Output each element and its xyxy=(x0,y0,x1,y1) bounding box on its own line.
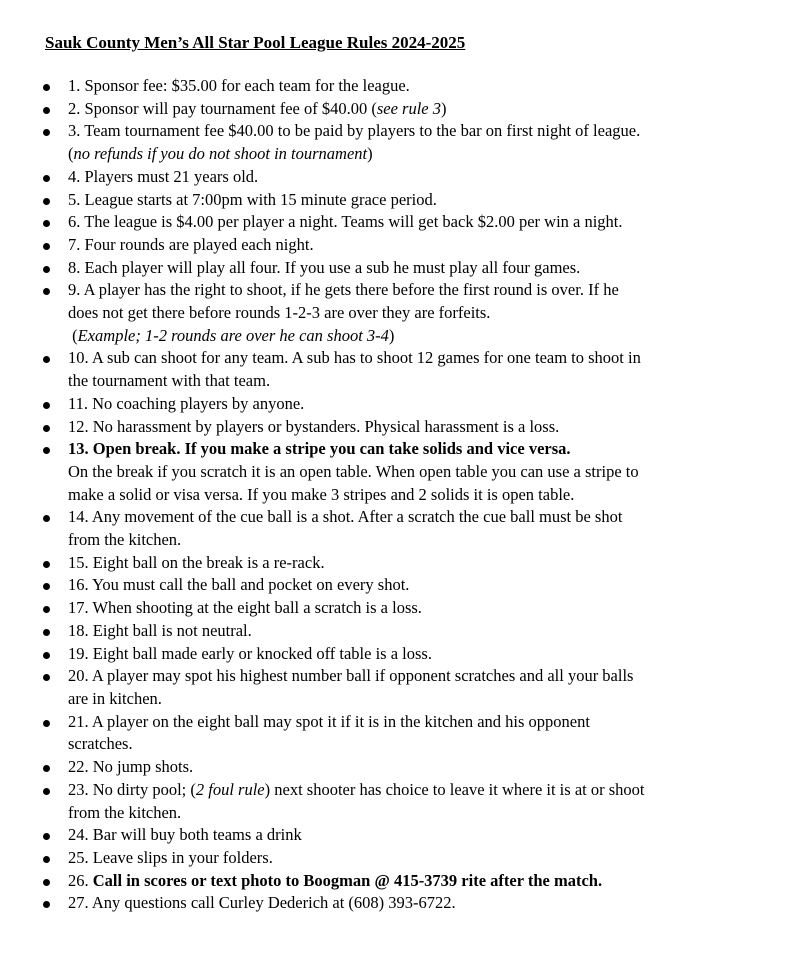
rule-7 xyxy=(0,234,795,257)
rule-line: 14. Any movement of the cue ball is a shot. After a scratch the cue ball must be shot xyxy=(68,507,623,527)
bullet-icon xyxy=(43,583,50,590)
rule-line: 19. Eight ball made early or knocked off table is a loss. xyxy=(68,643,432,663)
rule-line: 18. Eight ball is not neutral. xyxy=(68,620,252,640)
rule-line: 23. No dirty pool; (2 foul rule) next shooter has choice to leave it where it is at or shoot xyxy=(68,779,645,799)
rule-line: 26. Call in scores or text photo to Boogman @ 415-3739 rite after the match. xyxy=(68,870,603,890)
bullet-icon xyxy=(43,606,50,613)
rule-line: 27. Any questions call Curley Dederich at (608) 393-6722. xyxy=(68,893,456,913)
bullet-icon xyxy=(43,84,50,91)
rule-13 xyxy=(0,438,795,506)
bullet-icon xyxy=(43,515,50,522)
rule-line: 15. Eight ball on the break is a re-rack. xyxy=(68,552,325,572)
rule-11 xyxy=(0,393,795,416)
bullet-icon xyxy=(43,243,50,250)
rule-line: 9. A player has the right to shoot, if he gets there before the first round is over. If he xyxy=(68,280,619,300)
bullet-icon xyxy=(43,674,50,681)
bullet-icon xyxy=(43,879,50,886)
rule-line: 21. A player on the eight ball may spot it if it is in the kitchen and his opponent xyxy=(68,711,590,731)
rule-line: 2. Sponsor will pay tournament fee of $40.00 (see rule 3) xyxy=(68,98,447,118)
rule-1 xyxy=(0,75,795,98)
rule-line: 25. Leave slips in your folders. xyxy=(68,847,273,867)
rule-line: 6. The league is $4.00 per player a night. Teams will get back $2.00 per win a night. xyxy=(68,212,623,232)
rule-22 xyxy=(0,756,795,779)
rule-19 xyxy=(0,643,795,666)
rule-8 xyxy=(0,257,795,280)
rule-14 xyxy=(0,506,795,551)
bullet-icon xyxy=(43,833,50,840)
bullet-icon xyxy=(43,561,50,568)
rule-16 xyxy=(0,574,795,597)
rule-line: 3. Team tournament fee $40.00 to be paid by players to the bar on first night of league. xyxy=(68,121,641,141)
bullet-icon xyxy=(43,425,50,432)
rule-23 xyxy=(0,779,795,824)
rule-26 xyxy=(0,870,795,893)
rule-25 xyxy=(0,847,795,870)
rule-10 xyxy=(0,347,795,392)
rule-line: 22. No jump shots. xyxy=(68,757,194,777)
rule-line: On the break if you scratch it is an open table. When open table you can use a stripe to xyxy=(68,461,639,481)
bullet-icon xyxy=(43,720,50,727)
rules-list xyxy=(0,75,795,915)
rule-9 xyxy=(0,279,795,347)
rule-24 xyxy=(0,824,795,847)
rule-17 xyxy=(0,597,795,620)
rule-2 xyxy=(0,98,795,121)
rule-line: from the kitchen. xyxy=(68,530,182,550)
bullet-icon xyxy=(43,288,50,295)
bullet-icon xyxy=(43,175,50,182)
rule-line: from the kitchen. xyxy=(68,802,182,822)
rule-15 xyxy=(0,552,795,575)
rule-line: 12. No harassment by players or bystanders. Physical harassment is a loss. xyxy=(68,416,560,436)
bullet-icon xyxy=(43,402,50,409)
rule-6 xyxy=(0,211,795,234)
rule-line: 8. Each player will play all four. If you use a sub he must play all four games. xyxy=(68,257,581,277)
rule-line: 7. Four rounds are played each night. xyxy=(68,234,314,254)
rule-line: (Example; 1-2 rounds are over he can shoot 3-4) xyxy=(68,325,395,345)
rule-line: make a solid or visa versa. If you make 3 stripes and 2 solids it is open table. xyxy=(68,484,575,504)
rule-12 xyxy=(0,416,795,439)
rule-line: 24. Bar will buy both teams a drink xyxy=(68,825,302,845)
rule-line: the tournament with that team. xyxy=(68,371,271,391)
rule-line: 4. Players must 21 years old. xyxy=(68,166,259,186)
rule-18 xyxy=(0,620,795,643)
bullet-icon xyxy=(43,856,50,863)
bullet-icon xyxy=(43,901,50,908)
rule-line: 13. Open break. If you make a stripe you can take solids and vice versa. xyxy=(68,439,571,459)
rule-line: 1. Sponsor fee: $35.00 for each team for the league. xyxy=(68,76,410,95)
bullet-icon xyxy=(43,765,50,772)
rule-27 xyxy=(0,892,795,915)
rule-20 xyxy=(0,665,795,710)
rule-line: 16. You must call the ball and pocket on every shot. xyxy=(68,575,410,595)
rule-line: are in kitchen. xyxy=(68,688,162,708)
page-title: Sauk County Men’s All Star Pool League Rules 2024-2025 xyxy=(45,33,466,52)
rule-21 xyxy=(0,711,795,756)
rule-line: 17. When shooting at the eight ball a scratch is a loss. xyxy=(68,598,422,618)
bullet-icon xyxy=(43,198,50,205)
rule-3 xyxy=(0,120,795,165)
bullet-icon xyxy=(43,356,50,363)
rule-line: 20. A player may spot his highest number ball if opponent scratches and all your balls xyxy=(68,666,634,686)
rule-line: (no refunds if you do not shoot in tournament) xyxy=(68,144,373,164)
rule-4 xyxy=(0,166,795,189)
rule-5 xyxy=(0,189,795,212)
rule-line: scratches. xyxy=(68,734,133,754)
bullet-icon xyxy=(43,220,50,227)
rule-line: 10. A sub can shoot for any team. A sub has to shoot 12 games for one team to shoot in xyxy=(68,348,641,368)
bullet-icon xyxy=(43,447,50,454)
rule-line: 11. No coaching players by anyone. xyxy=(68,393,305,413)
rule-line: does not get there before rounds 1-2-3 are over they are forfeits. xyxy=(68,303,491,323)
bullet-icon xyxy=(43,788,50,795)
bullet-icon xyxy=(43,107,50,114)
bullet-icon xyxy=(43,266,50,273)
bullet-icon xyxy=(43,629,50,636)
bullet-icon xyxy=(43,129,50,136)
rule-line: 5. League starts at 7:00pm with 15 minute grace period. xyxy=(68,189,437,209)
bullet-icon xyxy=(43,652,50,659)
